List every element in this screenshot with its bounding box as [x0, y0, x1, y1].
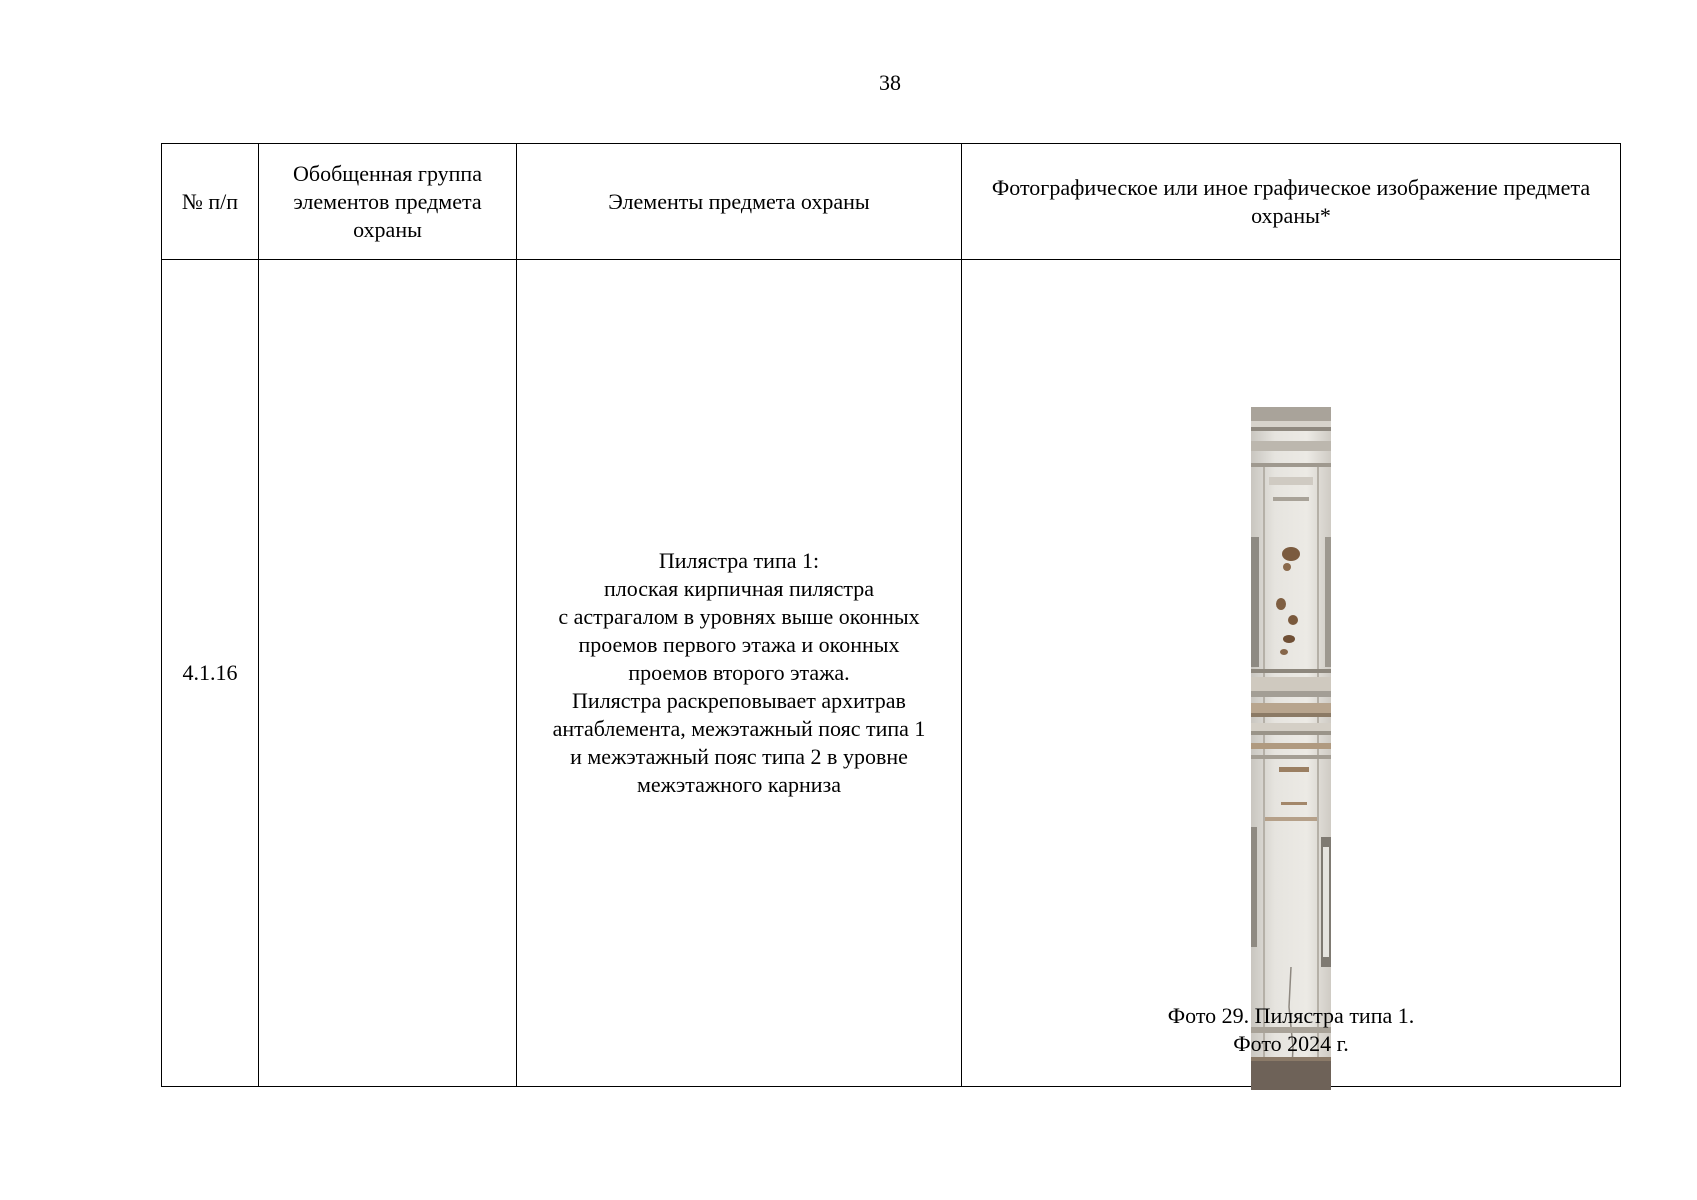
header-number: № п/п — [162, 144, 259, 260]
table-header — [162, 144, 1621, 260]
page-number: 38 — [879, 70, 901, 95]
photo-caption-date: Фото 2024 г. — [1233, 1031, 1349, 1056]
table-header-row — [162, 144, 1621, 260]
element-description: Пилястра типа 1: плоская кирпичная пилястра с астрагалом в уровнях выше оконных проемов первого этажа и оконных проемов второго этажа. Пилястра раскреповывает архитрав антаблемента, межэтажный пояс типа 1 и межэтажный пояс типа 2 в уровне межэтажного карниза — [552, 548, 926, 797]
header-group: Обобщенная группа элементов предмета охраны — [259, 144, 517, 260]
cell-group — [259, 260, 517, 1087]
pilaster-photo — [1251, 407, 1331, 1090]
cell-elements — [517, 260, 962, 1087]
header-photo: Фотографическое или иное графическое изображение предмета охраны* — [962, 144, 1621, 260]
photo-caption-title: Фото 29. Пилястра типа 1. — [1167, 1003, 1415, 1028]
cell-number: 4.1.16 — [162, 260, 259, 1087]
protection-elements-table — [161, 143, 1621, 1087]
cell-photo — [962, 260, 1621, 1087]
photo-caption — [962, 1002, 1620, 1058]
table-row — [162, 260, 1621, 1087]
header-elements: Элементы предмета охраны — [517, 144, 962, 260]
